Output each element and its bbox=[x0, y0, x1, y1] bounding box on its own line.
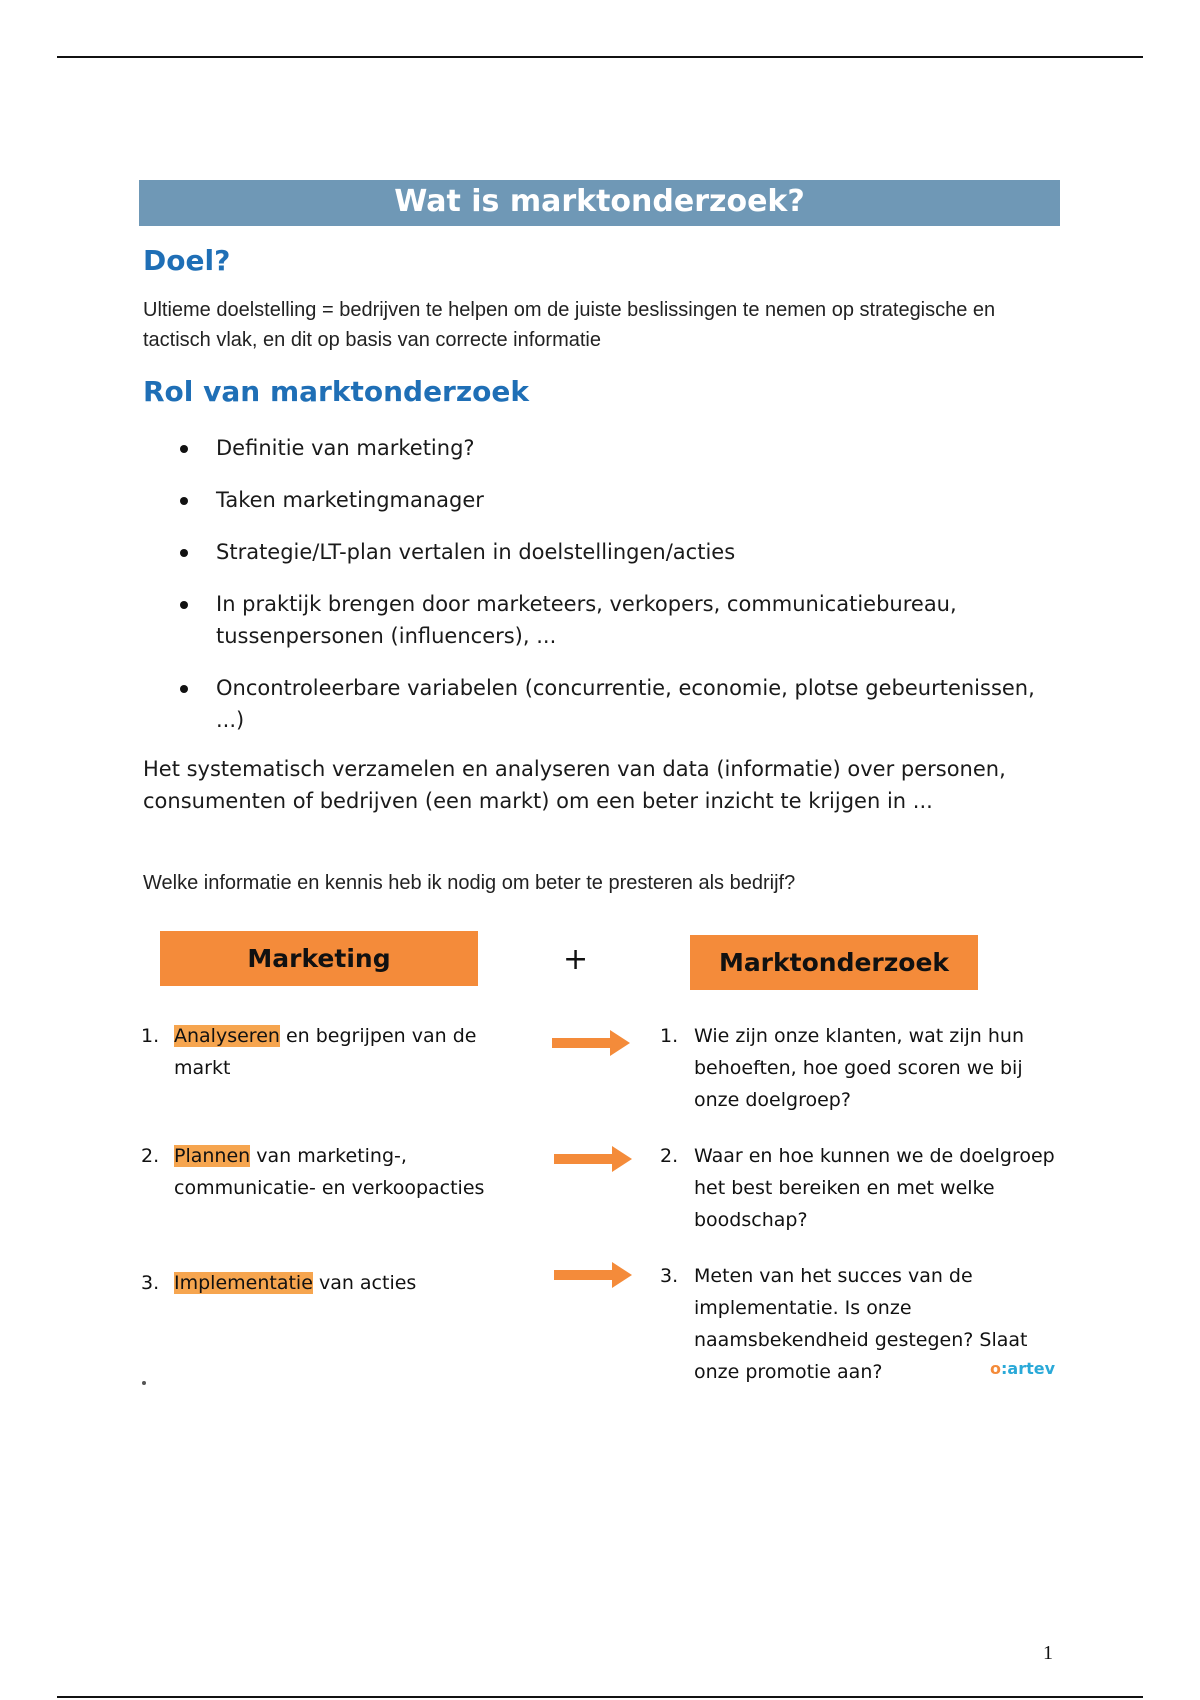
right-arrow-icon bbox=[554, 1146, 632, 1172]
bullet-icon bbox=[180, 497, 188, 505]
bullet-icon bbox=[180, 685, 188, 693]
list-item: In praktijk brengen door marketeers, verkopers, communicatiebureau, tussenpersonen (influencers), ... bbox=[143, 588, 1043, 652]
bullet-icon bbox=[180, 549, 188, 557]
highlight: Analyseren bbox=[174, 1025, 280, 1047]
list-item: Taken marketingmanager bbox=[143, 484, 1043, 516]
page-title: Wat is marktonderzoek? bbox=[139, 180, 1060, 226]
plus-sign: + bbox=[563, 942, 589, 977]
marketing-box: Marketing bbox=[160, 931, 478, 986]
list-item: Definitie van marketing? bbox=[143, 432, 1043, 464]
question-paragraph: Welke informatie en kennis heb ik nodig om beter te presteren als bedrijf? bbox=[143, 872, 796, 894]
bottom-rule bbox=[57, 1696, 1143, 1698]
marktonderzoek-item: 3. Meten van het succes van de implementatie. Is onze naamsbekendheid gestegen? Slaat onze promotie aan? bbox=[660, 1265, 1028, 1383]
definition-paragraph: Het systematisch verzamelen en analyseren van data (informatie) over personen, consumenten of bedrijven (een markt) om een beter inzicht te krijgen in ... bbox=[143, 757, 1006, 813]
list-item: Strategie/LT-plan vertalen in doelstellingen/acties bbox=[143, 536, 1043, 568]
marketing-item: 1. Analyseren en begrijpen van de markt bbox=[141, 1025, 477, 1079]
stray-dot bbox=[142, 1381, 146, 1385]
marktonderzoek-item: 2. Waar en hoe kunnen we de doelgroep het best bereiken en met welke boodschap? bbox=[660, 1145, 1055, 1231]
bullet-icon bbox=[180, 445, 188, 453]
highlight: Plannen bbox=[174, 1145, 251, 1167]
bullet-icon bbox=[180, 601, 188, 609]
highlight: Implementatie bbox=[174, 1272, 313, 1294]
right-arrow-icon bbox=[552, 1030, 630, 1056]
marktonderzoek-box: Marktonderzoek bbox=[690, 935, 978, 990]
doel-paragraph: Ultieme doelstelling = bedrijven te helpen om de juiste beslissingen te nemen op strategische en tactisch vlak, en dit op basis van correcte informatie bbox=[143, 299, 996, 351]
marketing-item: 2. Plannen van marketing-, communicatie- en verkoopacties bbox=[141, 1145, 485, 1199]
top-rule bbox=[57, 56, 1143, 58]
marketing-item: 3. Implementatie van acties bbox=[141, 1272, 417, 1294]
artevelde-logo: o:artev bbox=[990, 1359, 1056, 1378]
section-heading-rol: Rol van marktonderzoek bbox=[143, 375, 530, 408]
right-arrow-icon bbox=[554, 1262, 632, 1288]
marktonderzoek-item: 1. Wie zijn onze klanten, wat zijn hun behoeften, hoe goed scoren we bij onze doelgroep? bbox=[660, 1025, 1024, 1111]
page-number: 1 bbox=[1043, 1642, 1053, 1664]
rol-bullet-list bbox=[143, 432, 1043, 756]
list-item: Oncontroleerbare variabelen (concurrentie, economie, plotse gebeurtenissen, ...) bbox=[143, 672, 1043, 736]
section-heading-doel: Doel? bbox=[143, 244, 231, 277]
